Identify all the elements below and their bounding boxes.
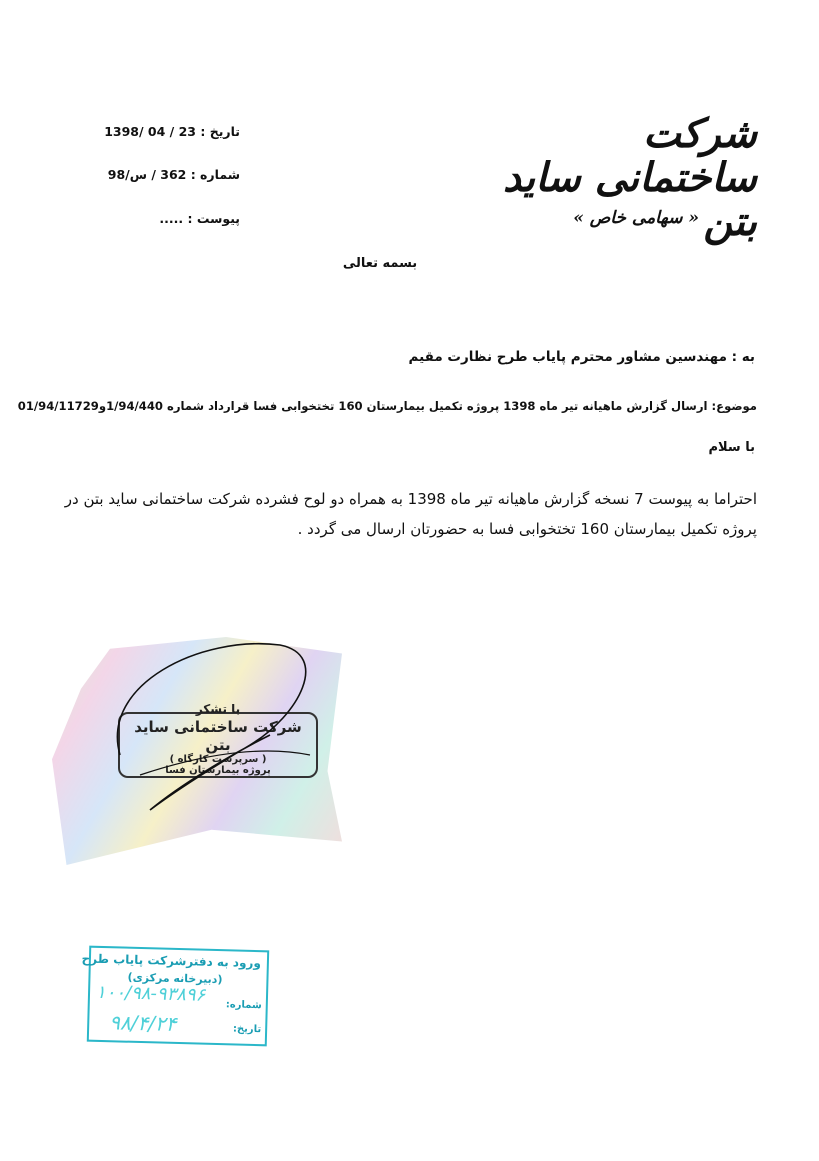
recipient: به : مهندسین مشاور محترم پایاب طرح نظارت مقیم bbox=[408, 349, 755, 365]
receipt-stamp bbox=[81, 946, 269, 1047]
handwritten-signature bbox=[80, 625, 340, 825]
receipt-number-value: ۱۰۰/۹۸-۹۳۸۹۶ bbox=[95, 981, 206, 1006]
stamp-role: ( سرپرست کارگاه ) bbox=[169, 754, 267, 765]
receipt-date-value: ۹۸/۴/۲۴ bbox=[108, 1010, 177, 1036]
company-type: « سهامی خاص » bbox=[573, 208, 699, 228]
stamp-project: پروژه بیمارستان فسا bbox=[165, 765, 271, 776]
stamp-company: شرکت ساختمانی ساید بتن bbox=[134, 718, 302, 754]
receipt-number-label: شماره: bbox=[225, 999, 262, 1012]
body-line-1: احتراما به پیوست 7 نسخه گزارش ماهیانه تیر ماه 1398 به همراه دو لوح فشرده شرکت ساختمانی ساید بتن در bbox=[64, 490, 757, 508]
letter-date: تاریخ : 23 / 04 /1398 bbox=[104, 124, 240, 139]
letter-number: شماره : 362 / س/98 bbox=[107, 167, 240, 182]
body-line-2: پروژه تکمیل بیمارستان 160 تختخوابی فسا به حضورتان ارسال می گردد . bbox=[297, 520, 757, 538]
letter-attachment: پیوست : ..... bbox=[159, 211, 240, 226]
subject: موضوع: ارسال گزارش ماهیانه تیر ماه 1398 پروژه تکمیل بیمارستان 160 تختخوابی فسا قرارداد شماره 1/94/440و01/94/11729 bbox=[17, 399, 757, 413]
greeting: با سلام bbox=[708, 440, 755, 455]
company-logo-name: شرکت ساختمانی ساید بتن bbox=[502, 110, 757, 245]
receipt-date-label: تاریخ: bbox=[232, 1023, 262, 1036]
receipt-subtitle: (دبیرخانه مرکزی) bbox=[127, 970, 223, 987]
stamp-thanks: با تشکر bbox=[195, 702, 241, 716]
letter-body bbox=[57, 484, 757, 544]
receipt-title: ورود به دفترشرکت پایاب طرح bbox=[81, 951, 262, 971]
invocation: بسمه تعالی bbox=[342, 256, 418, 271]
